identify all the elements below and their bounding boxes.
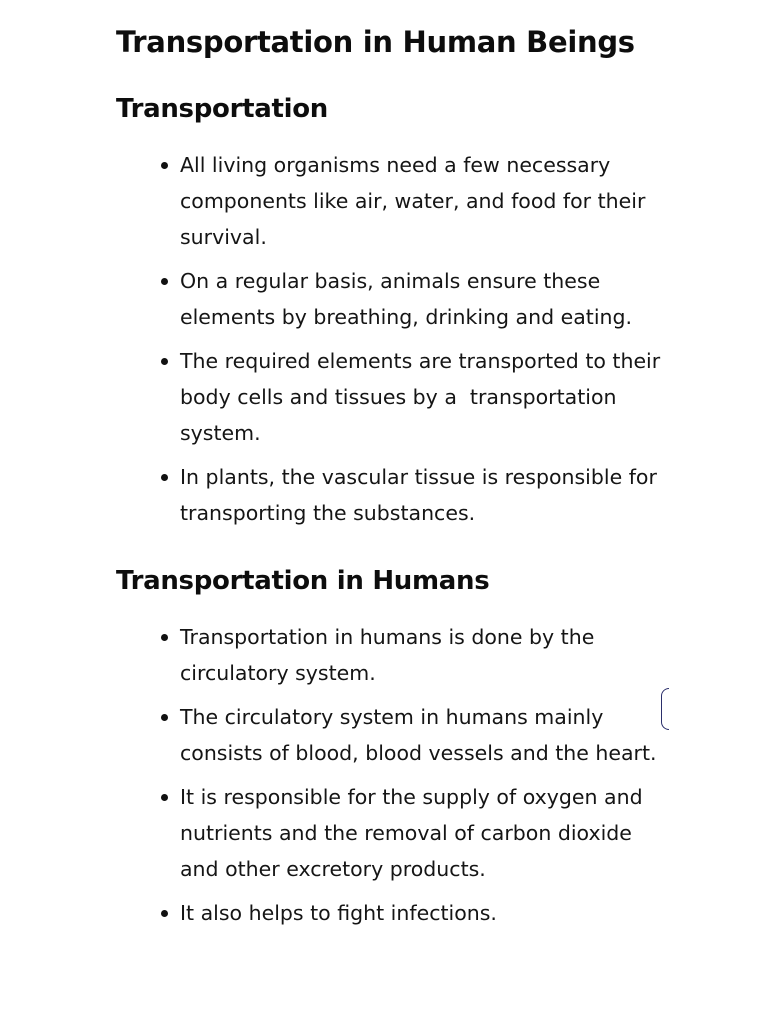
list-item: It also helps to fight infections. xyxy=(180,895,676,931)
page-title: Transportation in Human Beings xyxy=(116,25,635,59)
list-item: On a regular basis, animals ensure these elements by breathing, drinking and eating. xyxy=(180,263,676,335)
section-heading-transportation: Transportation xyxy=(116,94,329,124)
bullet-list-transportation-in-humans xyxy=(116,619,676,931)
list-item: The circulatory system in humans mainly consists of blood, blood vessels and the heart. xyxy=(180,699,676,771)
list-item: All living organisms need a few necessary components like air, water, and food for their survival. xyxy=(180,147,676,255)
list-item: It is responsible for the supply of oxygen and nutrients and the removal of carbon dioxide and other excretory products. xyxy=(180,779,676,887)
bullet-list-transportation xyxy=(116,147,676,531)
list-item: In plants, the vascular tissue is responsible for transporting the substances. xyxy=(180,459,676,531)
document-body xyxy=(116,20,676,939)
section-heading-transportation-in-humans: Transportation in Humans xyxy=(116,566,490,596)
scroll-handle[interactable] xyxy=(661,688,669,730)
list-item: Transportation in humans is done by the circulatory system. xyxy=(180,619,676,691)
list-item: The required elements are transported to their body cells and tissues by a transportation system. xyxy=(180,343,676,451)
